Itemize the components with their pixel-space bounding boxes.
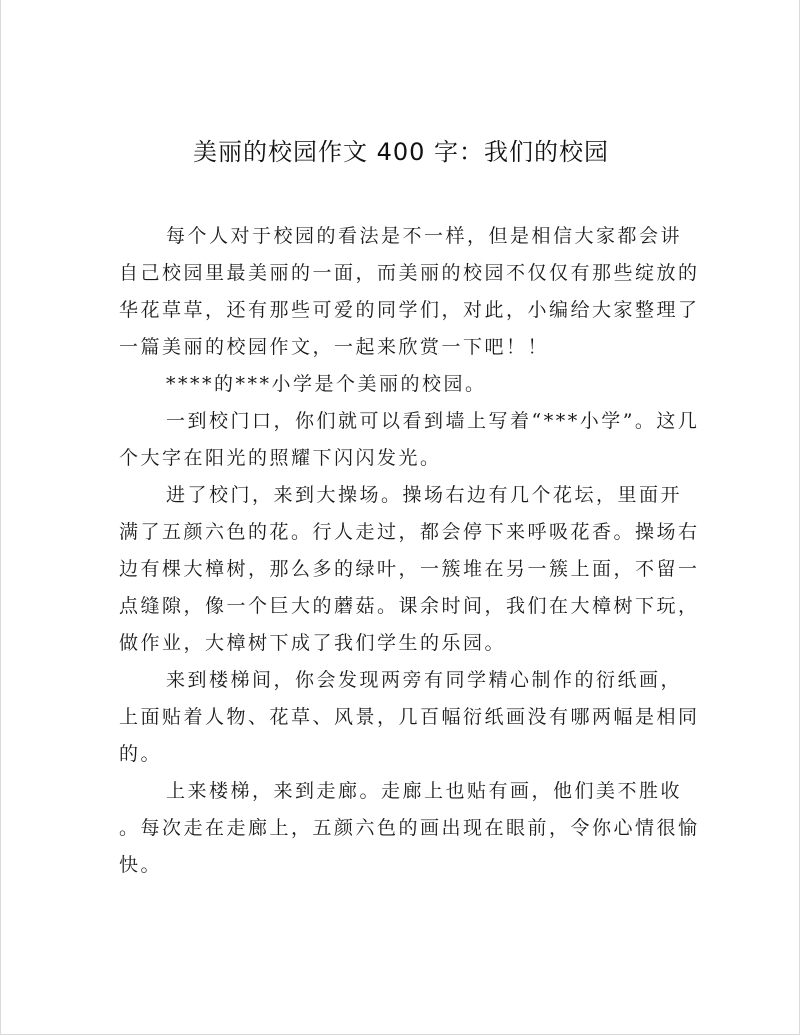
document-body: [119, 218, 700, 884]
paragraph-line: 点缝隙，像一个巨大的蘑菇。课余时间，我们在大樟树下玩，: [119, 595, 700, 617]
paragraph-first-line: 来到楼梯间，你会发现两旁有同学精心制作的衍纸画，: [166, 669, 683, 691]
document-title: 美丽的校园作文 400 字：我们的校园: [192, 138, 610, 166]
paragraph-first-line: ****的***小学是个美丽的校园。: [166, 373, 487, 395]
paragraph-line: 满了五颜六色的花。行人走过，都会停下来呼吸花香。操场右: [119, 521, 700, 543]
paragraph-line: 快。: [119, 854, 163, 876]
paragraph-line: 边有棵大樟树，那么多的绿叶，一簇堆在另一簇上面，不留一: [119, 558, 700, 580]
paragraph-first-line: 上来楼梯，来到走廊。走廊上也贴有画，他们美不胜收: [166, 780, 683, 802]
paragraph-line: 个大字在阳光的照耀下闪闪发光。: [119, 447, 442, 469]
paragraph-line: 自己校园里最美丽的一面，而美丽的校园不仅仅有那些绽放的: [119, 262, 700, 284]
paragraph-line: 上面贴着人物、花草、风景，几百幅衍纸画没有哪两幅是相同: [119, 706, 700, 728]
paragraph-first-line: 每个人对于校园的看法是不一样，但是相信大家都会讲: [166, 225, 683, 247]
paragraph-line: 华花草草，还有那些可爱的同学们，对此，小编给大家整理了: [119, 299, 700, 321]
paragraph-line: 做作业，大樟树下成了我们学生的乐园。: [119, 632, 507, 654]
paragraph-line: 一篇美丽的校园作文，一起来欣赏一下吧！！: [119, 336, 550, 358]
paragraph-line: 。每次走在走廊上，五颜六色的画出现在眼前，令你心情很愉: [119, 817, 700, 839]
paragraph-first-line: 一到校门口，你们就可以看到墙上写着“***小学”。这几: [166, 410, 700, 432]
paragraph-line: 的。: [119, 743, 163, 765]
paragraph-first-line: 进了校门，来到大操场。操场右边有几个花坛，里面开: [166, 484, 683, 506]
